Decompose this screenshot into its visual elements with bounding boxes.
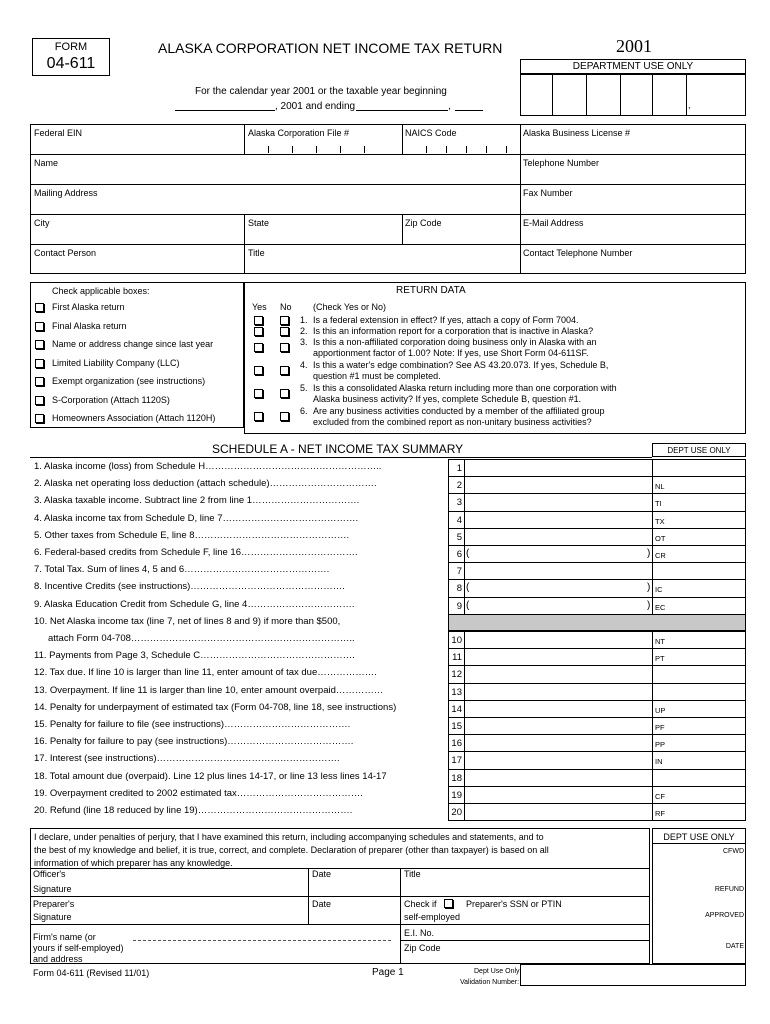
dept-code-cell xyxy=(652,597,746,615)
applicable-checkbox-label: S-Corporation (Attach 1120S) xyxy=(52,394,170,405)
sidebar-date: DATE xyxy=(725,943,744,950)
question-text: Is a federal extension in effect? If yes, attach a copy of Form 7004. xyxy=(313,315,579,325)
dept-code: TI xyxy=(655,499,662,509)
dept-code: CF xyxy=(655,791,665,801)
question-number: 2. xyxy=(300,326,308,336)
schedule-a-line-label: 8. Incentive Credits (see instructions)…………………………………………. xyxy=(34,581,345,593)
dept-code-cell xyxy=(652,476,746,494)
dept-use-period: , xyxy=(688,100,691,110)
schedule-a-line-label: 18. Total amount due (overpaid). Line 12 plus lines 14-17, or line 13 less lines 14-17 xyxy=(34,770,387,782)
applicable-checkbox[interactable] xyxy=(35,377,44,386)
amount-field[interactable] xyxy=(464,803,653,821)
check-if-label: Check if xyxy=(404,899,437,909)
dept-code-cell xyxy=(652,631,746,649)
line-number: 17 xyxy=(451,755,462,767)
line-number: 19 xyxy=(451,789,462,801)
dept-code: EC xyxy=(655,602,666,612)
question-text: excluded from the combined report as non-unitary business activities? xyxy=(313,417,592,427)
schedule-a-line-label: 13. Overpayment. If line 11 is larger than line 10, enter amount overpaid…………… xyxy=(34,684,384,696)
dept-code: IC xyxy=(655,585,663,595)
schedule-a-line-label: 14. Penalty for underpayment of estimated tax (Form 04-708, line 18, see instructions) xyxy=(34,701,397,713)
sidebar-refund: REFUND xyxy=(714,886,744,893)
schedule-a-title: SCHEDULE A - NET INCOME TAX SUMMARY xyxy=(212,442,464,456)
firm-name-label-1: Firm's name (or xyxy=(33,932,96,942)
amount-field[interactable] xyxy=(464,545,653,563)
dept-code-cell xyxy=(652,751,746,769)
applicable-checkbox-label: Homeowners Association (Attach 1120H) xyxy=(52,413,216,423)
schedule-a-line-label: 10. Net Alaska income tax (line 7, net of lines 8 and 9) if more than $500, xyxy=(34,615,341,627)
question-text: Alaska business activity? If yes, complete Schedule B, question #1. xyxy=(313,394,582,404)
name-field[interactable]: Name xyxy=(34,158,59,168)
amount-field[interactable] xyxy=(464,665,653,683)
applicable-checkbox[interactable] xyxy=(35,396,44,405)
line-number: 18 xyxy=(451,772,462,784)
dept-code: PP xyxy=(655,740,666,750)
applicable-checkbox-label: First Alaska return xyxy=(52,302,125,312)
amount-field[interactable] xyxy=(464,631,653,649)
amount-field[interactable] xyxy=(464,528,653,546)
amount-field[interactable] xyxy=(464,717,653,735)
validation-number-box[interactable] xyxy=(520,964,746,986)
open-paren: ( xyxy=(466,599,470,611)
amount-field[interactable] xyxy=(464,648,653,666)
question-yes-checkbox[interactable] xyxy=(254,316,263,325)
end-date-comma: , xyxy=(448,101,451,112)
dept-code: PT xyxy=(655,654,665,664)
sidebar-approved: APPROVED xyxy=(705,912,744,919)
dept-code-cell xyxy=(652,717,746,735)
question-yes-checkbox[interactable] xyxy=(254,412,263,421)
dept-code-cell xyxy=(652,683,746,701)
declaration-line-1: I declare, under penalties of perjury, that I have examined this return, including accompanying schedules and statements, and to xyxy=(34,832,544,842)
schedule-a-line-label: 1. Alaska income (loss) from Schedule H……………………………………………….. xyxy=(34,461,382,472)
amount-field[interactable] xyxy=(464,734,653,752)
schedule-a-line-label: 11. Payments from Page 3, Schedule C…………………………………………. xyxy=(34,650,355,662)
form-label: FORM xyxy=(54,41,88,53)
email-field[interactable]: E-Mail Address xyxy=(523,218,584,228)
dept-code-cell xyxy=(652,493,746,511)
preparer-date-field[interactable]: Date xyxy=(312,899,332,909)
question-number: 5. xyxy=(300,383,308,393)
dept-code: IN xyxy=(655,757,663,767)
ei-number-field[interactable]: E.I. No. xyxy=(404,928,435,938)
zip-field[interactable]: Zip Code xyxy=(405,218,442,228)
applicable-checkbox[interactable] xyxy=(35,359,44,368)
line-number: 11 xyxy=(452,652,462,664)
schedule-a-dept-use-label: DEPT USE ONLY xyxy=(667,446,731,455)
question-yes-checkbox[interactable] xyxy=(254,327,263,336)
self-employed-checkbox[interactable] xyxy=(444,899,453,908)
declaration-line-3: information of which preparer has any knowledge. xyxy=(34,858,233,868)
form-revision: Form 04-611 (Revised 11/01) xyxy=(33,968,150,978)
schedule-a-line-label: 5. Other taxes from Schedule E, line 8…………………………………………. xyxy=(34,529,350,541)
business-license-field[interactable]: Alaska Business License # xyxy=(523,128,631,138)
line-number: 20 xyxy=(451,807,462,818)
line-number: 6 xyxy=(456,549,462,560)
question-no-checkbox[interactable] xyxy=(280,316,289,325)
applicable-checkbox[interactable] xyxy=(35,414,44,423)
dept-code: UP xyxy=(655,705,666,715)
line-number: 2 xyxy=(456,480,462,492)
tax-year: 2001 xyxy=(616,36,652,56)
self-employed-label: self-employed xyxy=(404,912,461,922)
dept-code-cell xyxy=(652,648,746,666)
officers-label: Officer's xyxy=(33,869,66,879)
dept-code: TX xyxy=(655,516,665,526)
dept-code-cell xyxy=(652,769,746,787)
yes-header: Yes xyxy=(252,302,267,312)
dept-code-cell xyxy=(652,562,746,580)
schedule-a-line-label: 2. Alaska net operating loss deduction (attach schedule)……………………………. xyxy=(34,478,377,490)
line-number: 9 xyxy=(456,600,462,612)
line-number: 3 xyxy=(456,497,462,509)
dept-use-grid xyxy=(520,74,746,116)
firm-name-field[interactable] xyxy=(133,940,391,941)
officer-signature-field[interactable]: Signature xyxy=(33,884,72,894)
form-number: 04-611 xyxy=(46,55,96,72)
line-number: 8 xyxy=(456,583,462,595)
schedule-a-line-label: 15. Penalty for failure to file (see instructions)…………………………………. xyxy=(34,719,351,730)
schedule-a-line-label: 16. Penalty for failure to pay (see instructions)…………………………………. xyxy=(34,736,354,748)
dept-code: CR xyxy=(655,551,666,560)
amount-field[interactable] xyxy=(464,493,653,511)
dept-code-cell xyxy=(652,665,746,683)
question-no-checkbox[interactable] xyxy=(280,343,289,352)
dept-code-cell xyxy=(652,511,746,529)
schedule-a-line-label: 17. Interest (see instructions)…………………………………………………. xyxy=(34,753,340,765)
id-fields-grid xyxy=(30,124,746,274)
question-yes-checkbox[interactable] xyxy=(254,343,263,352)
ending-line-text: , 2001 and ending xyxy=(275,101,356,112)
question-yes-checkbox[interactable] xyxy=(254,389,263,398)
dept-code-cell xyxy=(652,528,746,546)
question-text: Are any business activities conducted by a member of the affiliated group xyxy=(313,406,605,416)
applicable-checkbox[interactable] xyxy=(35,340,44,349)
question-text: Is this a consolidated Alaska return including more than one corporation with xyxy=(313,383,617,393)
line-number: 7 xyxy=(456,566,462,578)
officer-title-field[interactable]: Title xyxy=(404,869,421,879)
schedule-a-line-label: 7. Total Tax. Sum of lines 4, 5 and 6………………………………………. xyxy=(34,564,330,576)
calendar-year-line: For the calendar year 2001 or the taxable year beginning xyxy=(195,86,447,97)
line-number: 15 xyxy=(451,721,462,732)
question-no-checkbox[interactable] xyxy=(280,366,289,375)
telephone-field[interactable]: Telephone Number xyxy=(523,158,600,168)
dept-code-cell xyxy=(652,734,746,752)
amount-field[interactable] xyxy=(464,786,653,804)
preparer-signature-field[interactable]: Signature xyxy=(33,912,72,922)
amount-field[interactable] xyxy=(464,476,653,494)
question-no-checkbox[interactable] xyxy=(280,389,289,398)
question-text: Is this a non-affiliated corporation doing business only in Alaska with an xyxy=(313,337,597,347)
line-number: 10 xyxy=(451,635,462,646)
officer-date-field[interactable]: Date xyxy=(312,869,332,879)
schedule-a-line-label: 3. Alaska taxable income. Subtract line 2 from line 1……………………………. xyxy=(34,495,360,507)
amount-field[interactable] xyxy=(464,700,653,718)
amount-field[interactable] xyxy=(464,769,653,787)
line-number: 1 xyxy=(456,463,462,474)
declaration-line-2: the best of my knowledge and belief, it is true, correct, and complete. Declaration of preparer (other than taxpayer) is based on all xyxy=(34,845,549,855)
amount-field[interactable] xyxy=(464,459,653,477)
firm-zip-field[interactable]: Zip Code xyxy=(404,943,441,953)
amount-field[interactable] xyxy=(464,579,653,597)
line-number: 14 xyxy=(451,703,462,715)
question-text: Is this an information report for a corporation that is inactive in Alaska? xyxy=(313,326,594,336)
question-yes-checkbox[interactable] xyxy=(254,366,263,375)
schedule-a-line-label: 9. Alaska Education Credit from Schedule G, line 4……………………………. xyxy=(34,598,355,610)
question-number: 1. xyxy=(300,315,308,325)
question-text: Is this a water's edge combination? See AS 43.20.073. If yes, Schedule B, xyxy=(313,360,609,370)
dept-code-cell xyxy=(652,803,746,821)
contact-person-field[interactable]: Contact Person xyxy=(34,248,97,258)
question-no-checkbox[interactable] xyxy=(280,327,289,336)
question-no-checkbox[interactable] xyxy=(280,412,289,421)
line-number: 12 xyxy=(451,669,462,681)
mailing-address-field[interactable]: Mailing Address xyxy=(34,188,98,198)
firm-name-label-2: yours if self-employed) xyxy=(33,943,124,953)
return-data-heading: RETURN DATA xyxy=(396,285,466,296)
applicable-checkbox[interactable] xyxy=(35,322,44,331)
applicable-checkbox-label: Final Alaska return xyxy=(52,320,127,331)
end-year-field[interactable] xyxy=(455,110,483,111)
question-number: 4. xyxy=(300,360,308,370)
shaded-cell xyxy=(448,614,746,631)
question-number: 3. xyxy=(300,337,308,347)
preparer-ssn-field[interactable]: Preparer's SSN or PTIN xyxy=(466,899,562,909)
no-header: No xyxy=(280,302,292,312)
title-field[interactable]: Title xyxy=(248,248,265,258)
open-paren: ( xyxy=(466,582,470,594)
amount-field[interactable] xyxy=(464,562,653,580)
applicable-checkbox-label: Limited Liability Company (LLC) xyxy=(52,357,180,368)
line-number: 4 xyxy=(456,514,462,526)
schedule-a-line-label: 12. Tax due. If line 10 is larger than line 11, enter amount of tax due………………. xyxy=(34,667,377,679)
federal-ein-field[interactable]: Federal EIN xyxy=(34,128,83,138)
page-number: Page 1 xyxy=(372,967,404,978)
question-text: question #1 must be completed. xyxy=(313,371,441,381)
dept-code: RF xyxy=(655,809,665,818)
sidebar-cfwd: CFWD xyxy=(723,848,744,855)
corp-file-field[interactable]: Alaska Corporation File # xyxy=(248,128,350,138)
sidebar-dept-use: DEPT USE ONLY xyxy=(663,832,735,842)
preparers-label: Preparer's xyxy=(33,899,75,909)
close-paren: ) xyxy=(647,582,651,594)
line-number: 13 xyxy=(451,686,462,698)
line-number: 16 xyxy=(451,738,462,750)
firm-name-label-3: and address xyxy=(33,954,83,964)
begin-date-field[interactable] xyxy=(175,110,275,111)
applicable-checkbox-label: Name or address change since last year xyxy=(52,339,214,349)
footer-dept-use: Dept Use Only xyxy=(474,968,520,975)
dept-use-label: DEPARTMENT USE ONLY xyxy=(572,61,694,72)
schedule-a-line-label: 20. Refund (line 18 reduced by line 19)…………………………………………. xyxy=(34,805,353,816)
amount-field[interactable] xyxy=(464,511,653,529)
schedule-a-line-label-cont: attach Form 04-708…………………………………………………………….. xyxy=(48,633,355,644)
dept-code-cell xyxy=(652,579,746,597)
dept-code: NL xyxy=(655,482,665,492)
dept-code: PF xyxy=(655,723,665,732)
applicable-checkbox[interactable] xyxy=(35,303,44,312)
end-date-field[interactable] xyxy=(356,110,448,111)
state-field[interactable]: State xyxy=(248,218,270,228)
dept-code-cell xyxy=(652,700,746,718)
close-paren: ) xyxy=(647,548,651,559)
close-paren: ) xyxy=(647,599,651,611)
dept-code: OT xyxy=(655,533,666,543)
schedule-a-line-label: 4. Alaska income tax from Schedule D, line 7……………………………………. xyxy=(34,512,359,524)
applicable-checkbox-label: Exempt organization (see instructions) xyxy=(52,376,206,386)
amount-field[interactable] xyxy=(464,751,653,769)
dept-code-cell xyxy=(652,459,746,477)
naics-field[interactable]: NAICS Code xyxy=(405,128,457,138)
question-number: 6. xyxy=(300,406,308,416)
amount-field[interactable] xyxy=(464,597,653,615)
city-field[interactable]: City xyxy=(34,218,50,228)
footer-validation: Validation Number: xyxy=(460,979,520,986)
contact-phone-field[interactable]: Contact Telephone Number xyxy=(523,248,633,258)
line-number: 5 xyxy=(456,531,462,543)
schedule-a-line-label: 6. Federal-based credits from Schedule F, line 16………………………………. xyxy=(34,547,358,558)
check-yes-no-note: (Check Yes or No) xyxy=(313,302,387,312)
dept-code-cell xyxy=(652,786,746,804)
form-title: ALASKA CORPORATION NET INCOME TAX RETURN xyxy=(158,40,503,56)
dept-code: NT xyxy=(655,637,665,646)
question-text: apportionment factor of 1.00? Note: If yes, use Short Form 04-611SF. xyxy=(313,348,589,358)
schedule-a-line-label: 19. Overpayment credited to 2002 estimated tax…………………………………. xyxy=(34,787,363,799)
open-paren: ( xyxy=(466,548,470,559)
amount-field[interactable] xyxy=(464,683,653,701)
fax-field[interactable]: Fax Number xyxy=(523,188,573,198)
dept-code-cell xyxy=(652,545,746,563)
applicable-boxes-heading: Check applicable boxes: xyxy=(52,286,150,296)
